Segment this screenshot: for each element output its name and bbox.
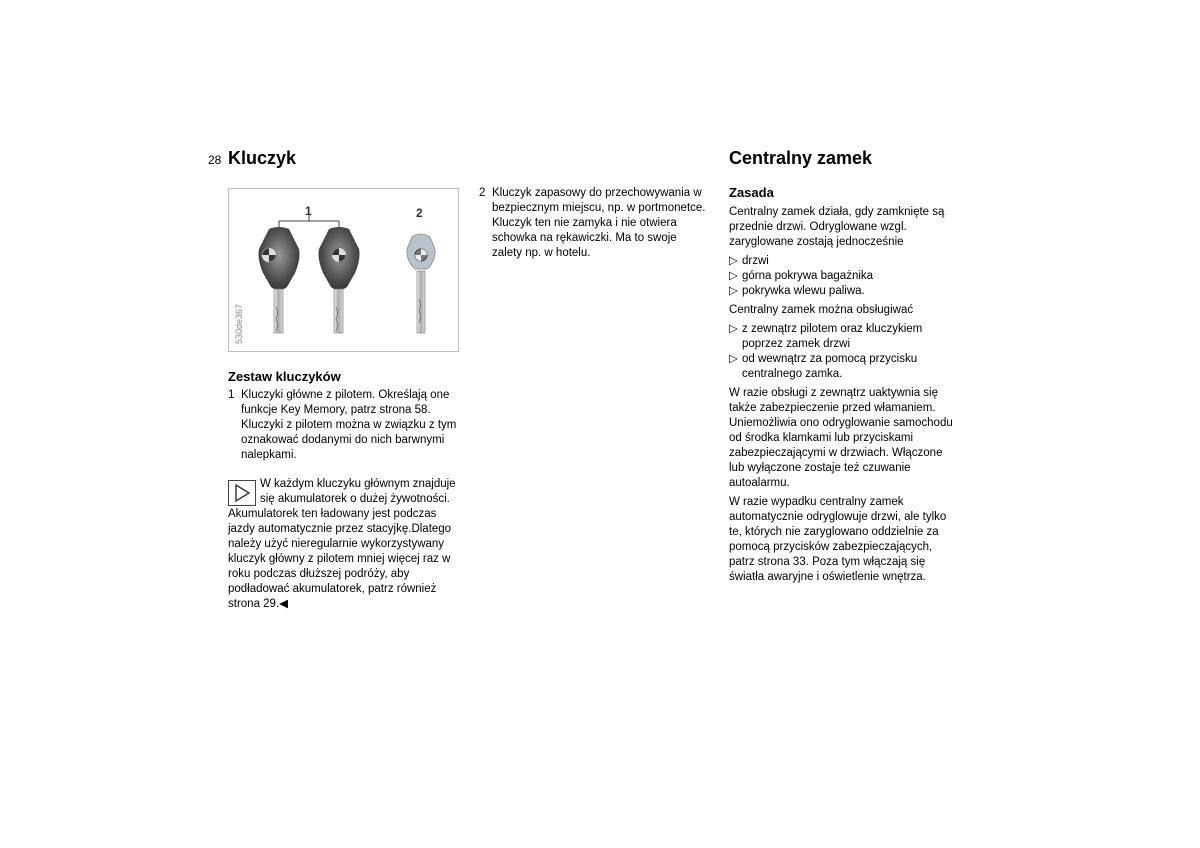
master-key-icon-second bbox=[319, 227, 360, 333]
bullet-triangle-icon: ▷ bbox=[729, 285, 738, 297]
note-line: jazdy automatycznie przez stacyjkę.Dlatego bbox=[228, 523, 452, 535]
item-2-line: zalety np. w hotelu. bbox=[492, 247, 591, 259]
item-1 bbox=[228, 388, 473, 463]
item-1-line: Kluczyki główne z pilotem. Określają one bbox=[241, 389, 450, 401]
para1-line: także zabezpieczenie przed włamaniem. bbox=[729, 402, 936, 414]
keys-figure bbox=[228, 188, 459, 352]
spare-key-icon bbox=[407, 234, 435, 333]
bullet-triangle-icon: ▷ bbox=[729, 270, 738, 282]
bullet-text: z zewnątrz pilotem oraz kluczykiem bbox=[742, 323, 923, 335]
figure-label-1: 1 bbox=[305, 204, 312, 218]
para1-line: Uniemożliwia ono odryglowanie samochodu bbox=[729, 417, 953, 429]
bullet-item bbox=[729, 269, 979, 284]
bullet-text: pokrywka wlewu paliwa. bbox=[742, 285, 865, 297]
para2-line: te, których nie zaryglowano oddzielnie za bbox=[729, 526, 939, 538]
bullet-item bbox=[729, 322, 979, 352]
note-line: W każdym kluczyku głównym znajduje bbox=[260, 478, 456, 490]
bullet-text: poprzez zamek drzwi bbox=[742, 338, 851, 350]
item-2-line: Kluczyk zapasowy do przechowywania w bbox=[492, 187, 702, 199]
para2-line: pomocą przycisków zabezpieczających, bbox=[729, 541, 933, 553]
section-title-central-lock: Centralny zamek bbox=[729, 148, 873, 168]
note-line: kluczyk główny z pilotem mniej więcej raz w bbox=[228, 553, 451, 565]
item-1-line: nalepkami. bbox=[241, 449, 297, 461]
item-1-line: Kluczyki z pilotem można w związku z tym bbox=[241, 419, 457, 431]
intro-line: zaryglowane zostają jednocześnie bbox=[729, 236, 904, 248]
bullet-item bbox=[729, 284, 979, 299]
keys-illustration bbox=[229, 189, 458, 351]
note-line: należy użyć nieregularnie wykorzystywany bbox=[228, 538, 445, 550]
bullet-item bbox=[729, 254, 979, 269]
para2-line: światła awaryjne i oświetlenie wnętrza. bbox=[729, 571, 926, 583]
note-line: roku podczas dłuższej podróży, aby bbox=[228, 568, 410, 580]
bullet-text: od wewnątrz za pomocą przycisku bbox=[742, 353, 918, 365]
para2-line: patrz strona 33. Poza tym włączają się bbox=[729, 556, 926, 568]
mid-line: Centralny zamek można obsługiwać bbox=[729, 304, 914, 316]
note-line: Akumulatorek ten ładowany jest podczas bbox=[228, 508, 437, 520]
bullet-triangle-icon: ▷ bbox=[729, 255, 738, 267]
item-1-line: oznakować dodanymi do nich barwnymi bbox=[241, 434, 445, 446]
page-number: 28 bbox=[208, 153, 222, 167]
item-2-line: Kluczyk ten nie zamyka i nie otwiera bbox=[492, 217, 677, 229]
para1-line: od środka klamkami lub przyciskami bbox=[729, 432, 914, 444]
note-line: strona 29.◀ bbox=[228, 598, 288, 610]
para2-line: W razie wypadku centralny zamek bbox=[729, 496, 904, 508]
para1-line: autoalarmu. bbox=[729, 477, 790, 489]
item-2-number: 2 bbox=[479, 187, 486, 199]
bullet-triangle-icon: ▷ bbox=[729, 353, 738, 365]
note-line: się akumulatorek o dużej żywotności. bbox=[260, 493, 450, 505]
bullet-text: górna pokrywa bagażnika bbox=[742, 270, 874, 282]
bullet-text: centralnego zamka. bbox=[742, 368, 843, 380]
item-2-line: bezpiecznym miejscu, np. w portmonetce. bbox=[492, 202, 706, 214]
item-2 bbox=[479, 186, 724, 261]
bullet-triangle-icon: ▷ bbox=[729, 323, 738, 335]
figure-code: 530de367 bbox=[234, 303, 244, 344]
para1-line: zabezpieczającymi w drzwiach. Włączone bbox=[729, 447, 943, 459]
subtitle-principle: Zasada bbox=[729, 185, 774, 200]
bullet-item bbox=[729, 352, 979, 382]
para1-line: lub wyłączone zostaje też czuwanie bbox=[729, 462, 911, 474]
para2-line: automatycznie odryglowuje drzwi, ale tylko bbox=[729, 511, 947, 523]
item-1-line: funkcje Key Memory, patrz strona 58. bbox=[241, 404, 431, 416]
intro-line: przednie drzwi. Odryglowane wzgl. bbox=[729, 221, 907, 233]
subtitle-key-set: Zestaw kluczyków bbox=[228, 369, 341, 384]
figure-label-2: 2 bbox=[416, 206, 423, 220]
item-2-line: schowka na rękawiczki. Ma to swoje bbox=[492, 232, 677, 244]
master-key-icon bbox=[259, 227, 300, 333]
right-body bbox=[729, 205, 979, 585]
item-1-number: 1 bbox=[228, 389, 235, 401]
para1-line: W razie obsługi z zewnątrz uaktywnia się bbox=[729, 387, 938, 399]
note-text bbox=[228, 477, 473, 612]
intro-line: Centralny zamek działa, gdy zamknięte są bbox=[729, 206, 945, 218]
bullet-text: drzwi bbox=[742, 255, 769, 267]
section-title-kluczyk: Kluczyk bbox=[228, 148, 297, 168]
note-line: podładować akumulatorek, patrz również bbox=[228, 583, 437, 595]
